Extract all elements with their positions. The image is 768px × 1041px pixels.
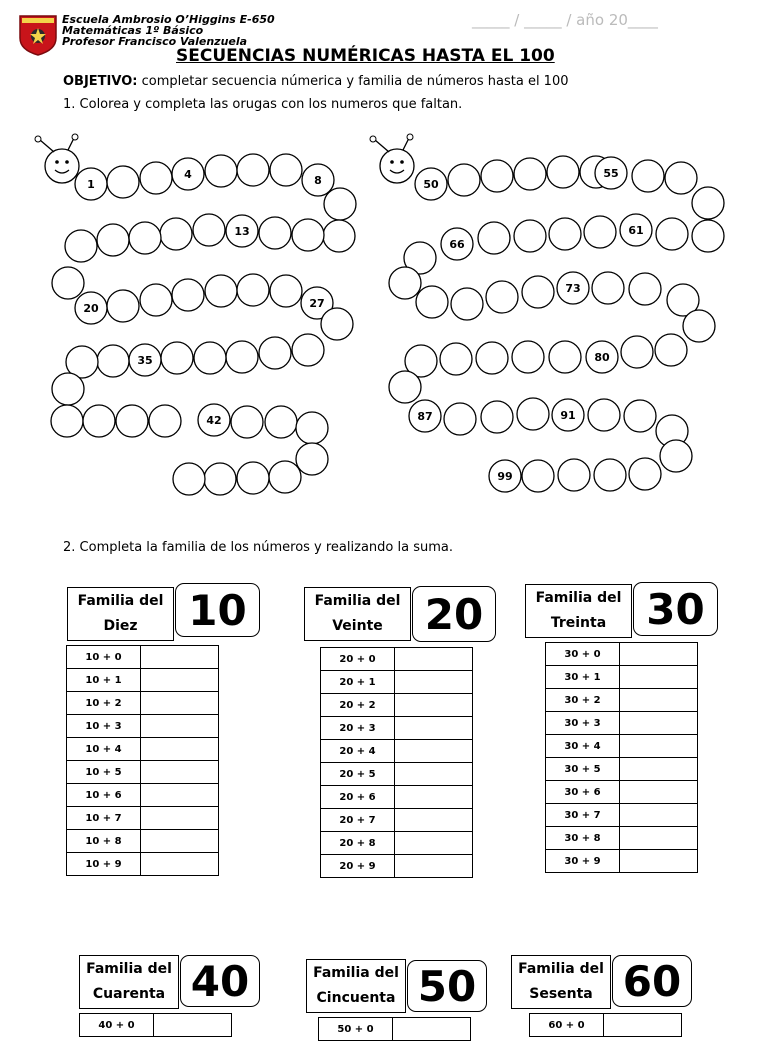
- left-segment[interactable]: [149, 405, 181, 437]
- right-segment[interactable]: [444, 403, 476, 435]
- left-segment[interactable]: [204, 463, 236, 495]
- table-row: [546, 735, 698, 758]
- page-title: SECUENCIAS NUMÉRICAS HASTA EL 100: [176, 46, 555, 66]
- family-label-line1: Familia del: [77, 593, 164, 609]
- left-segment[interactable]: [237, 462, 269, 494]
- table-row: [67, 669, 219, 692]
- sum-table: [320, 647, 473, 878]
- left-segment[interactable]: [51, 405, 83, 437]
- sum-expression: 30 + 1: [546, 666, 620, 689]
- table-row: [321, 671, 473, 694]
- left-segment[interactable]: [193, 214, 225, 246]
- table-row: [546, 804, 698, 827]
- right-segment[interactable]: [592, 272, 624, 304]
- right-segment[interactable]: [522, 460, 554, 492]
- family-number: 20: [412, 586, 496, 642]
- sum-answer-cell[interactable]: [141, 807, 219, 830]
- sum-answer-cell[interactable]: [620, 689, 698, 712]
- right-segment[interactable]: [692, 187, 724, 219]
- sum-expression: 10 + 7: [67, 807, 141, 830]
- right-segment-number: 61: [628, 224, 644, 237]
- right-segment-number: 87: [417, 410, 433, 423]
- left-segment[interactable]: [205, 275, 237, 307]
- family-number: 40: [180, 955, 260, 1007]
- left-segment[interactable]: [237, 274, 269, 306]
- right-segment[interactable]: [692, 220, 724, 252]
- task-1-instruction: 1. Colorea y completa las orugas con los numeros que faltan.: [63, 97, 463, 112]
- sum-expression: 50 + 0: [319, 1018, 393, 1041]
- table-row: [321, 648, 473, 671]
- left-segment-number: 4: [184, 168, 192, 181]
- right-segment[interactable]: [549, 218, 581, 250]
- sum-answer-cell[interactable]: [395, 763, 473, 786]
- sum-expression: 20 + 7: [321, 809, 395, 832]
- left-segment[interactable]: [129, 222, 161, 254]
- sum-expression: 20 + 3: [321, 717, 395, 740]
- sum-answer-cell[interactable]: [141, 646, 219, 669]
- left-segment[interactable]: [173, 463, 205, 495]
- right-segment[interactable]: [476, 342, 508, 374]
- family-label: [304, 587, 411, 641]
- right-segment[interactable]: [549, 341, 581, 373]
- sum-expression: 30 + 2: [546, 689, 620, 712]
- left-segment[interactable]: [296, 443, 328, 475]
- left-segment[interactable]: [259, 217, 291, 249]
- sum-answer-cell[interactable]: [141, 669, 219, 692]
- left-segment[interactable]: [65, 230, 97, 262]
- family-label-line2: Diez: [103, 618, 138, 634]
- left-segment[interactable]: [292, 219, 324, 251]
- table-row: [546, 689, 698, 712]
- subject-line: Matemáticas 1º Básico: [62, 24, 204, 37]
- sum-expression: 10 + 2: [67, 692, 141, 715]
- right-segment[interactable]: [665, 162, 697, 194]
- table-row: [546, 781, 698, 804]
- left-segment[interactable]: [269, 461, 301, 493]
- right-segment-number: 91: [560, 409, 576, 422]
- left-segment[interactable]: [321, 308, 353, 340]
- teacher-line: Profesor Francisco Valenzuela: [62, 35, 248, 48]
- family-label-line2: Veinte: [332, 618, 383, 634]
- sum-answer-cell[interactable]: [141, 784, 219, 807]
- right-segment[interactable]: [588, 399, 620, 431]
- sum-answer-cell[interactable]: [604, 1014, 682, 1037]
- sum-expression: 20 + 6: [321, 786, 395, 809]
- sum-answer-cell[interactable]: [141, 853, 219, 876]
- left-segment[interactable]: [161, 342, 193, 374]
- table-row: [67, 692, 219, 715]
- right-segment[interactable]: [440, 343, 472, 375]
- sum-expression: 30 + 0: [546, 643, 620, 666]
- table-row: [546, 758, 698, 781]
- sum-answer-cell[interactable]: [620, 735, 698, 758]
- right-segment[interactable]: [486, 281, 518, 313]
- left-segment[interactable]: [172, 279, 204, 311]
- sum-expression: 10 + 3: [67, 715, 141, 738]
- family-number: 60: [612, 955, 692, 1007]
- sum-answer-cell[interactable]: [395, 648, 473, 671]
- school-name: Escuela Ambrosio O’Higgins E-650: [62, 13, 275, 26]
- sum-answer-cell[interactable]: [395, 855, 473, 878]
- table-row: [67, 853, 219, 876]
- left-segment-number: 20: [83, 302, 99, 315]
- sum-table: [529, 1013, 682, 1037]
- table-row: [546, 643, 698, 666]
- family-label-line1: Familia del: [518, 961, 604, 977]
- sum-answer-cell[interactable]: [395, 832, 473, 855]
- left-segment[interactable]: [270, 275, 302, 307]
- sum-expression: 20 + 2: [321, 694, 395, 717]
- family-label-line2: Cuarenta: [92, 986, 166, 1002]
- table-row: [546, 850, 698, 873]
- caterpillars: [0, 0, 768, 520]
- left-segment-number: 1: [87, 178, 95, 191]
- left-segment-number: 35: [137, 354, 153, 367]
- left-segment[interactable]: [97, 345, 129, 377]
- right-segment-number: 55: [603, 167, 619, 180]
- left-segment[interactable]: [52, 373, 84, 405]
- left-segment[interactable]: [265, 406, 297, 438]
- caterpillar-right: [389, 156, 724, 492]
- right-segment[interactable]: [629, 273, 661, 305]
- sum-answer-cell[interactable]: [620, 643, 698, 666]
- sum-answer-cell[interactable]: [395, 694, 473, 717]
- left-segment[interactable]: [194, 342, 226, 374]
- table-row: [321, 740, 473, 763]
- left-segment[interactable]: [140, 162, 172, 194]
- table-row: [80, 1014, 232, 1037]
- table-row: [546, 666, 698, 689]
- left-segment[interactable]: [140, 284, 172, 316]
- left-segment[interactable]: [324, 188, 356, 220]
- right-segment[interactable]: [621, 336, 653, 368]
- sum-expression: 10 + 0: [67, 646, 141, 669]
- sum-expression: 10 + 1: [67, 669, 141, 692]
- sum-expression: 30 + 9: [546, 850, 620, 873]
- left-segment-number: 13: [234, 225, 250, 238]
- caterpillar-right-head: [370, 134, 414, 183]
- table-row: [67, 715, 219, 738]
- right-segment[interactable]: [632, 160, 664, 192]
- right-segment[interactable]: [512, 341, 544, 373]
- sum-answer-cell[interactable]: [395, 740, 473, 763]
- task-2-instruction: 2. Completa la familia de los números y realizando la suma.: [63, 540, 453, 555]
- sum-answer-cell[interactable]: [620, 850, 698, 873]
- right-segment[interactable]: [389, 267, 421, 299]
- sum-expression: 20 + 9: [321, 855, 395, 878]
- table-row: [321, 809, 473, 832]
- right-segment[interactable]: [594, 459, 626, 491]
- sum-answer-cell[interactable]: [620, 758, 698, 781]
- family-number: 50: [407, 960, 487, 1012]
- right-segment[interactable]: [389, 371, 421, 403]
- right-segment[interactable]: [629, 458, 661, 490]
- sum-expression: 30 + 3: [546, 712, 620, 735]
- sum-table: [66, 645, 219, 876]
- left-segment[interactable]: [97, 224, 129, 256]
- right-segment[interactable]: [584, 216, 616, 248]
- right-segment[interactable]: [481, 160, 513, 192]
- family-label-line2: Treinta: [550, 615, 607, 631]
- family-label: [525, 584, 632, 638]
- right-segment[interactable]: [683, 310, 715, 342]
- left-segment[interactable]: [292, 334, 324, 366]
- family-label-line2: Sesenta: [529, 986, 593, 1002]
- family-label-line2: Cincuenta: [316, 990, 396, 1006]
- right-segment-number: 66: [449, 238, 465, 251]
- sum-expression: 20 + 8: [321, 832, 395, 855]
- table-row: [321, 855, 473, 878]
- table-row: [67, 807, 219, 830]
- table-row: [321, 832, 473, 855]
- family-label: [511, 955, 611, 1009]
- family-label: [67, 587, 174, 641]
- family-number: 30: [633, 582, 718, 636]
- right-segment[interactable]: [478, 222, 510, 254]
- right-segment[interactable]: [451, 288, 483, 320]
- right-segment[interactable]: [517, 398, 549, 430]
- right-segment[interactable]: [655, 334, 687, 366]
- left-segment[interactable]: [107, 290, 139, 322]
- right-segment[interactable]: [558, 459, 590, 491]
- table-row: [546, 827, 698, 850]
- sum-answer-cell[interactable]: [620, 781, 698, 804]
- date-field[interactable]: _____ / _____ / año 20____: [472, 11, 658, 29]
- objective-text: completar secuencia númerica y familia de números hasta el 100: [137, 74, 569, 89]
- sum-answer-cell[interactable]: [141, 830, 219, 853]
- sum-expression: 10 + 5: [67, 761, 141, 784]
- left-segment-number: 42: [206, 414, 222, 427]
- right-segment[interactable]: [660, 440, 692, 472]
- left-segment[interactable]: [116, 405, 148, 437]
- right-segment[interactable]: [481, 401, 513, 433]
- sum-expression: 30 + 5: [546, 758, 620, 781]
- sum-expression: 20 + 4: [321, 740, 395, 763]
- family-label-line1: Familia del: [535, 590, 622, 606]
- family-label-line1: Familia del: [314, 593, 401, 609]
- left-segment-number: 27: [309, 297, 325, 310]
- left-segment[interactable]: [160, 218, 192, 250]
- sum-answer-cell[interactable]: [154, 1014, 232, 1037]
- sum-expression: 20 + 1: [321, 671, 395, 694]
- sum-expression: 30 + 8: [546, 827, 620, 850]
- left-segment[interactable]: [323, 220, 355, 252]
- sum-answer-cell[interactable]: [395, 786, 473, 809]
- family-label-line1: Familia del: [86, 961, 172, 977]
- left-segment[interactable]: [107, 166, 139, 198]
- left-segment[interactable]: [226, 341, 258, 373]
- right-segment[interactable]: [624, 400, 656, 432]
- sum-expression: 10 + 4: [67, 738, 141, 761]
- sum-answer-cell[interactable]: [395, 717, 473, 740]
- sum-expression: 10 + 8: [67, 830, 141, 853]
- table-row: [67, 646, 219, 669]
- table-row: [321, 717, 473, 740]
- sum-expression: 40 + 0: [80, 1014, 154, 1037]
- sum-table: [79, 1013, 232, 1037]
- left-segment[interactable]: [205, 155, 237, 187]
- table-row: [530, 1014, 682, 1037]
- sum-expression: 30 + 7: [546, 804, 620, 827]
- right-segment[interactable]: [514, 220, 546, 252]
- family-label: [79, 955, 179, 1009]
- right-segment-number: 80: [594, 351, 610, 364]
- table-row: [546, 712, 698, 735]
- sum-table: [318, 1017, 471, 1041]
- sum-expression: 20 + 0: [321, 648, 395, 671]
- left-segment[interactable]: [296, 412, 328, 444]
- left-segment[interactable]: [270, 154, 302, 186]
- right-segment[interactable]: [514, 158, 546, 190]
- family-label: [306, 959, 406, 1013]
- table-row: [321, 763, 473, 786]
- right-segment[interactable]: [448, 164, 480, 196]
- left-segment[interactable]: [52, 267, 84, 299]
- sum-answer-cell[interactable]: [393, 1018, 471, 1041]
- left-segment[interactable]: [83, 405, 115, 437]
- sum-expression: 30 + 6: [546, 781, 620, 804]
- caterpillar-left: [51, 154, 356, 495]
- sum-expression: 10 + 6: [67, 784, 141, 807]
- right-segment-number: 99: [497, 470, 513, 483]
- table-row: [67, 784, 219, 807]
- sum-expression: 20 + 5: [321, 763, 395, 786]
- sum-answer-cell[interactable]: [395, 809, 473, 832]
- family-number: 10: [175, 583, 260, 637]
- left-segment[interactable]: [231, 406, 263, 438]
- left-segment[interactable]: [237, 154, 269, 186]
- sum-table: [545, 642, 698, 873]
- family-label-line1: Familia del: [313, 965, 399, 981]
- caterpillar-left-head: [35, 134, 79, 183]
- table-row: [67, 761, 219, 784]
- table-row: [67, 830, 219, 853]
- sum-expression: 10 + 9: [67, 853, 141, 876]
- sum-answer-cell[interactable]: [620, 804, 698, 827]
- left-segment[interactable]: [259, 337, 291, 369]
- objective-label: OBJETIVO:: [63, 74, 138, 89]
- left-segment-number: 8: [314, 174, 322, 187]
- sum-answer-cell[interactable]: [141, 761, 219, 784]
- right-segment-number: 50: [423, 178, 439, 191]
- right-segment[interactable]: [547, 156, 579, 188]
- right-segment[interactable]: [416, 286, 448, 318]
- sum-answer-cell[interactable]: [141, 692, 219, 715]
- sum-answer-cell[interactable]: [620, 712, 698, 735]
- sum-answer-cell[interactable]: [620, 827, 698, 850]
- right-segment[interactable]: [656, 218, 688, 250]
- sum-expression: 60 + 0: [530, 1014, 604, 1037]
- table-row: [321, 786, 473, 809]
- sum-answer-cell[interactable]: [620, 666, 698, 689]
- table-row: [321, 694, 473, 717]
- table-row: [67, 738, 219, 761]
- sum-answer-cell[interactable]: [141, 715, 219, 738]
- sum-answer-cell[interactable]: [141, 738, 219, 761]
- right-segment[interactable]: [522, 276, 554, 308]
- right-segment-number: 73: [565, 282, 581, 295]
- sum-answer-cell[interactable]: [395, 671, 473, 694]
- table-row: [319, 1018, 471, 1041]
- sum-expression: 30 + 4: [546, 735, 620, 758]
